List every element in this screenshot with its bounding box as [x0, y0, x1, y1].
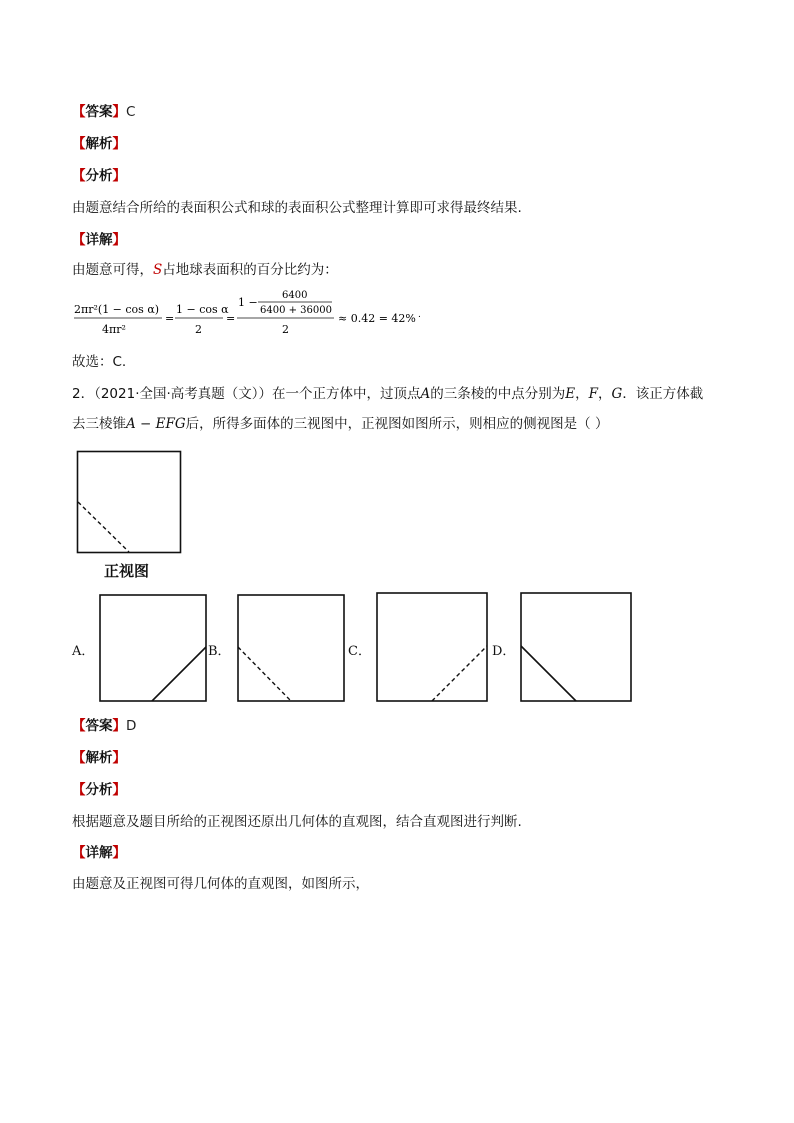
xiangjie-text: 由题意可得，S占地球表面积的百分比约为： — [72, 262, 338, 278]
xiangjie-heading-2: 【详解】 — [72, 845, 126, 861]
eq2: = — [226, 312, 236, 325]
option-a-label: A． — [72, 644, 95, 659]
front-view-figure — [76, 450, 182, 554]
f3-denominator: 2 — [282, 323, 289, 336]
f2-numerator: 1 − cos α — [176, 303, 229, 316]
f3-inner-denominator: 6400 + 36000 — [260, 305, 332, 316]
f3-inner-numerator: 6400 — [282, 290, 308, 301]
answer-line-2: 【答案】D — [72, 718, 137, 734]
answer-value: C — [126, 104, 136, 120]
option-c-figure — [376, 592, 488, 702]
f3-one: 1 − — [238, 296, 258, 309]
xiangjie-text-2: 由题意及正视图可得几何体的直观图，如图所示， — [72, 876, 369, 892]
eq1: = — [165, 312, 175, 325]
question2-line1: 2．（2021·全国·高考真题（文））在一个正方体中，过顶点A的三条棱的中点分别为E，F，G．该正方体截 — [72, 386, 704, 402]
conclusion-1: 故选：C. — [72, 354, 127, 370]
answer-line — [72, 102, 135, 122]
fenxi-heading: 【分析】 — [72, 168, 126, 184]
fenxi-text-2: 根据题意及题目所给的正视图还原出几何体的直观图，结合直观图进行判断. — [72, 814, 522, 830]
jiexi-heading: 【解析】 — [72, 136, 126, 152]
percentage-formula — [72, 289, 432, 343]
option-b-figure — [237, 594, 345, 702]
fenxi-text: 由题意结合所给的表面积公式和球的表面积公式整理计算即可求得最终结果. — [72, 200, 522, 216]
jiexi-heading-2: 【解析】 — [72, 750, 126, 766]
option-d-figure — [520, 592, 632, 702]
option-d-label: D． — [492, 644, 516, 659]
f1-numerator: 2πr²(1 − cos α) — [74, 303, 160, 316]
answer-tag: 【答案】 — [72, 104, 126, 120]
xiangjie-heading: 【详解】 — [72, 232, 126, 248]
fenxi-heading-2: 【分析】 — [72, 782, 126, 798]
option-a-figure — [99, 594, 207, 702]
option-c-label: C． — [348, 644, 371, 659]
front-view-caption: 正视图 — [104, 562, 150, 580]
answer-value-2: D — [126, 718, 137, 734]
f1-denominator: 4πr² — [102, 323, 126, 336]
formula-dot: . — [418, 310, 421, 320]
option-b-label: B． — [208, 644, 231, 659]
formula-tail: ≈ 0.42 = 42% — [338, 312, 416, 325]
f2-denominator: 2 — [195, 323, 202, 336]
question2-line2: 去三棱锥A − EFG后，所得多面体的三视图中，正视图如图所示，则相应的侧视图是（ ） — [72, 416, 609, 432]
